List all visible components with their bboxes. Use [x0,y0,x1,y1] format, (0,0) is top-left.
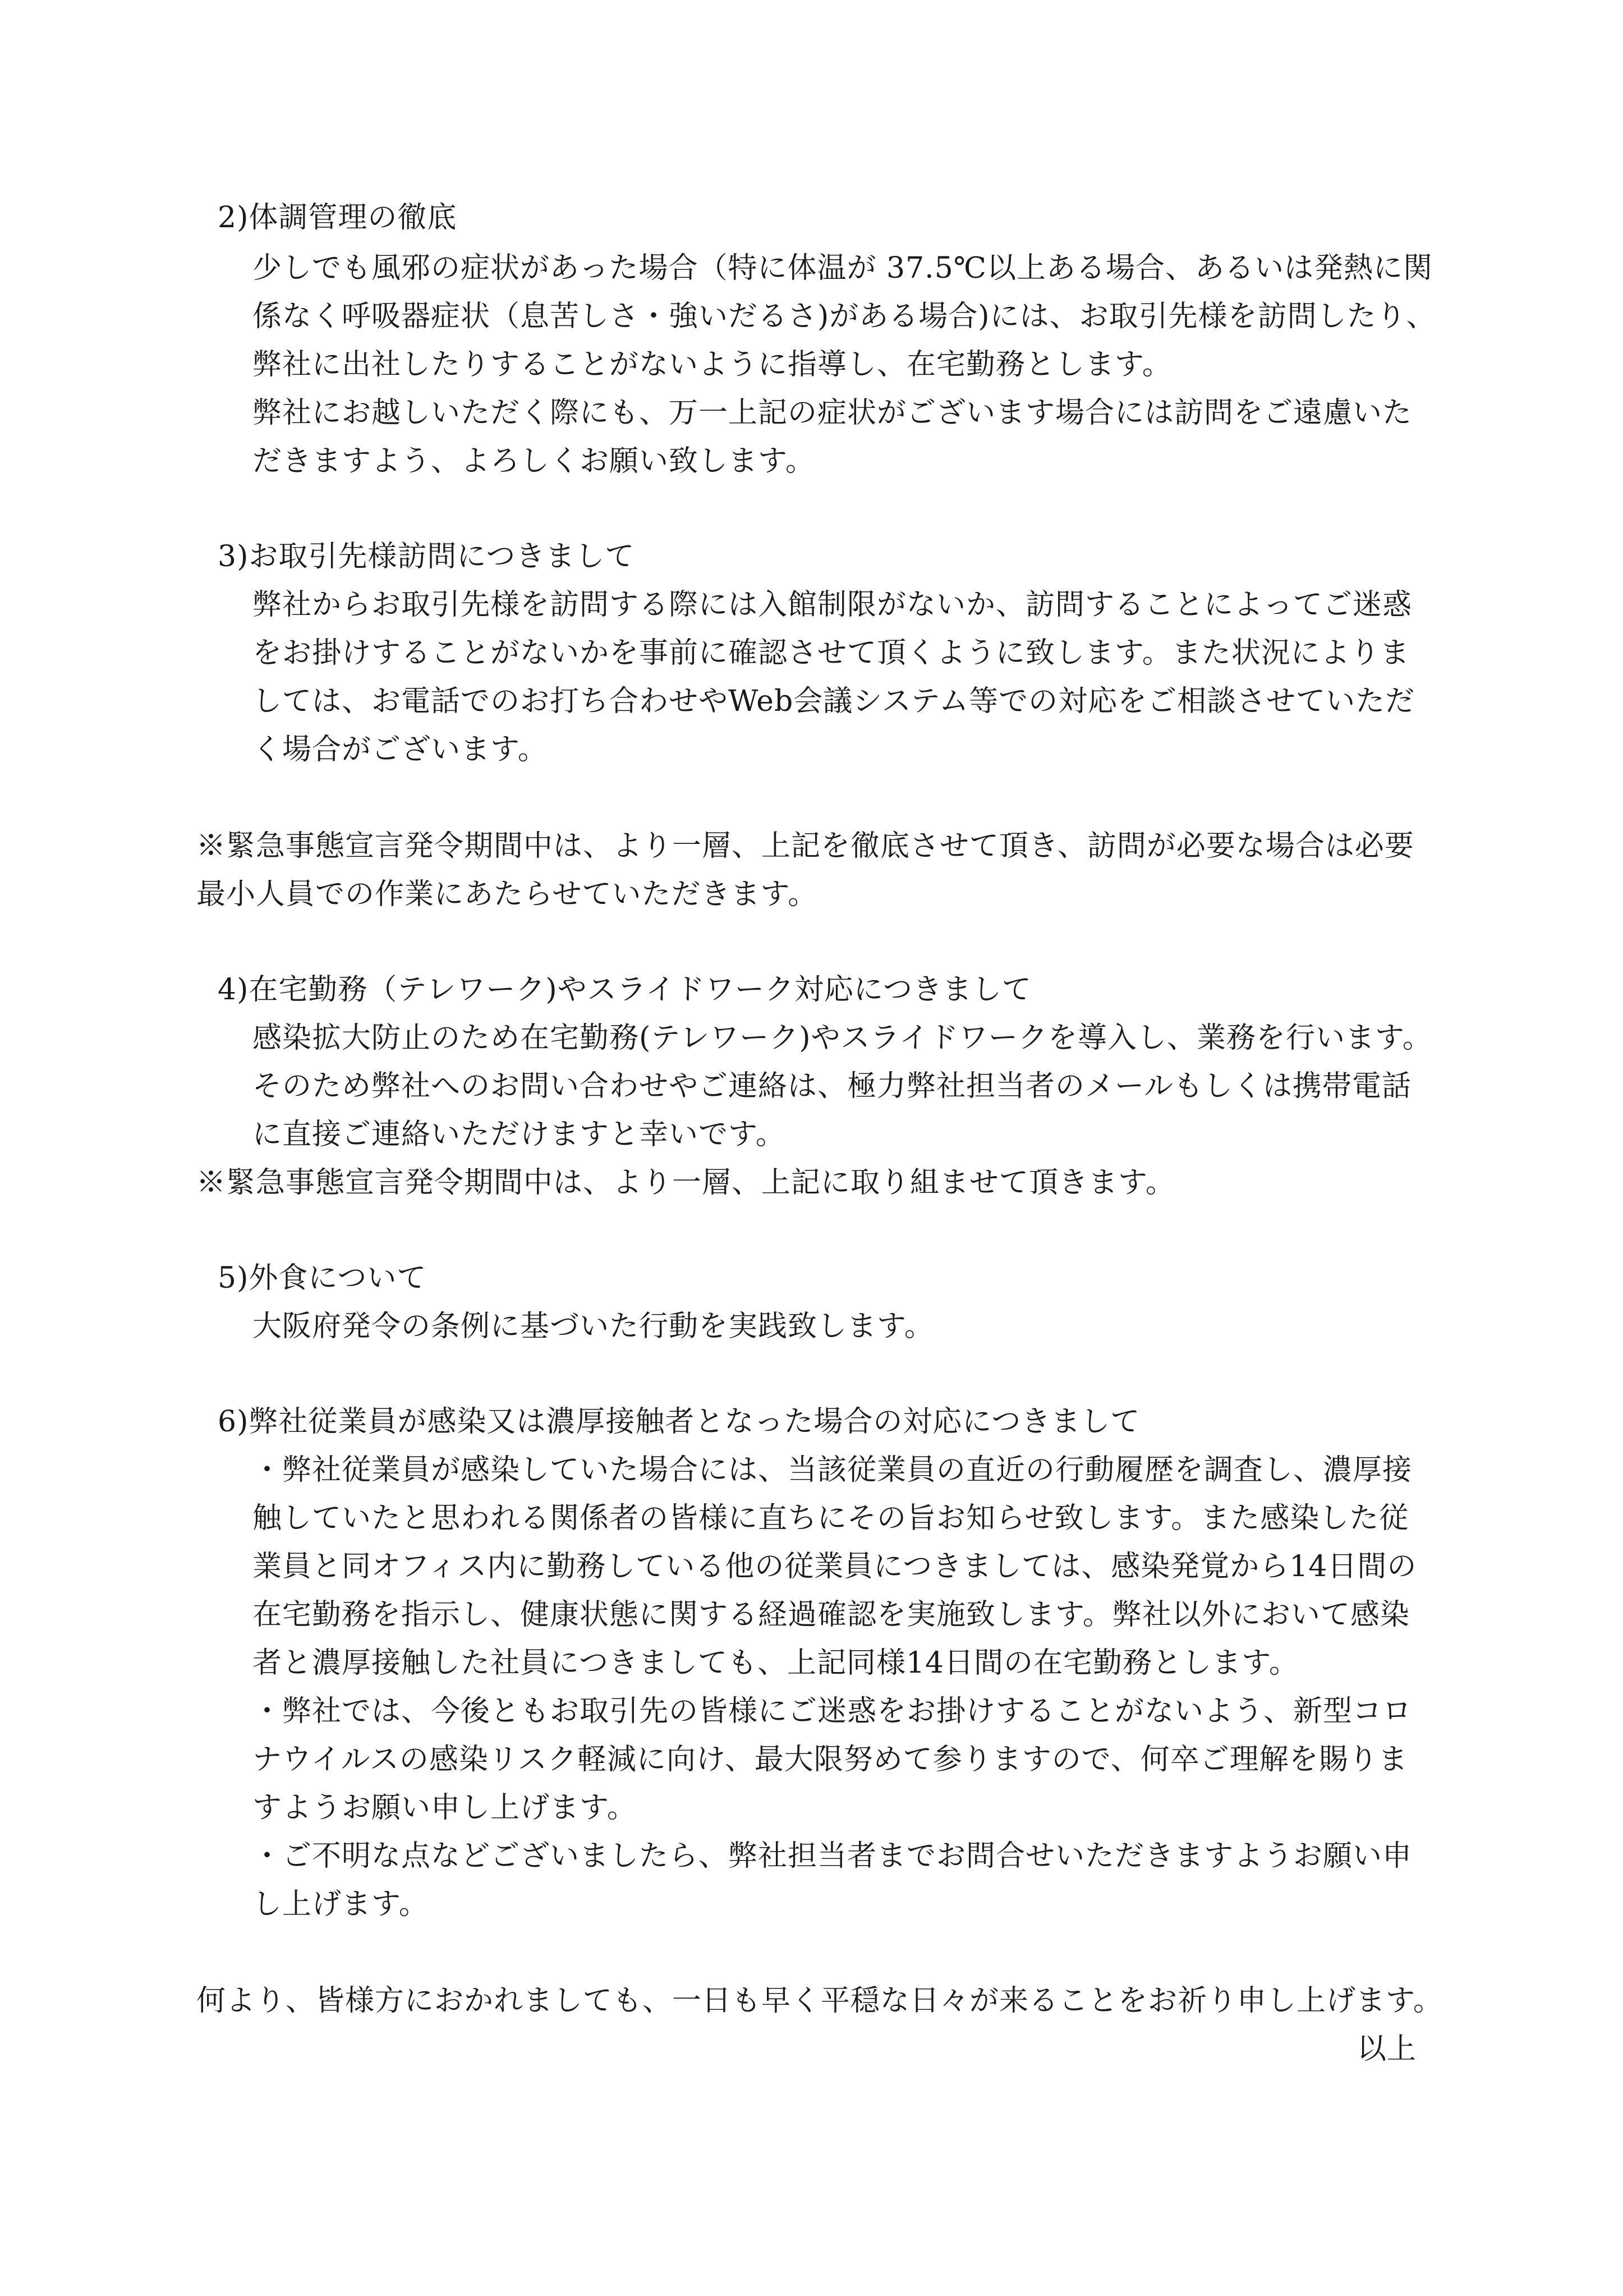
section-3-line-3: しては、お電話でのお打ち合わせやWeb会議システム等での対応をご相談させていただ [252,685,1415,718]
closing-message: 何より、皆様方におかれましても、一日も早く平穏な日々が来ることをお祈り申し上げます。 [196,1984,1443,2018]
section-6-line-2: 触していたと思われる関係者の皆様に直ちにその旨お知らせ致します。また感染した従 [252,1501,1409,1535]
section-3-line-4: く場合がございます。 [252,733,548,766]
section-heading-4: 4)在宅勤務（テレワーク)やスライドワーク対応につきまして [218,973,1032,1007]
section-6-line-6: ・弊社では、今後ともお取引先の皆様にご迷惑をお掛けすることがないよう、新型コロ [252,1695,1413,1728]
section-6-line-7: ナウイルスの感染リスク軽減に向け、最大限努めて参りますので、何卒ご理解を賜りま [252,1743,1408,1776]
section-4-line-3: に直接ご連絡いただけますと幸いです。 [252,1118,785,1151]
section-2-line-4: 弊社にお越しいただく際にも、万一上記の症状がございます場合には訪問をご遠慮いた [252,396,1413,430]
section-6-line-5: 者と濃厚接触した社員につきましても、上記同様14日間の在宅勤務とします。 [252,1646,1299,1680]
section-heading-3: 3)お取引先様訪問につきまして [218,540,635,573]
section-5-line-1: 大阪府発令の条例に基づいた行動を実践致します。 [252,1310,934,1343]
section-6-line-10: し上げます。 [252,1888,429,1921]
section-4-line-2: そのため弊社へのお問い合わせやご連絡は、極力弊社担当者のメールもしくは携帯電話 [252,1069,1411,1103]
section-6-line-8: すようお願い申し上げます。 [252,1791,637,1825]
section-6-line-3: 業員と同オフィス内に勤務している他の従業員につきましては、感染発覚から14日間の [252,1550,1417,1583]
emergency-note-2: ※緊急事態宣言発令期間中は、より一層、上記に取り組ませて頂きます。 [196,1166,1175,1200]
emergency-note-1-line-1: ※緊急事態宣言発令期間中は、より一層、上記を徹底させて頂き、訪問が必要な場合は必要 [196,829,1414,863]
section-4-line-1: 感染拡大防止のため在宅勤務(テレワーク)やスライドワークを導入し、業務を行います。 [252,1021,1432,1055]
section-heading-2: 2)体調管理の徹底 [218,201,457,235]
emergency-note-1-line-2: 最小人員での作業にあたらせていただきます。 [196,878,818,911]
section-heading-5: 5)外食について [218,1261,427,1295]
section-2-line-5: だきますよう、よろしくお願い致します。 [252,444,815,478]
section-2-line-2: 係なく呼吸器症状（息苦しさ・強いだるさ)がある場合)には、お取引先様を訪問したり、 [252,300,1436,333]
section-2-line-1: 少しでも風邪の症状があった場合（特に体温が 37.5℃以上ある場合、あるいは発熱に関 [252,251,1433,285]
section-6-line-9: ・ご不明な点などございましたら、弊社担当者までお問合せいただきますようお願い申 [252,1839,1413,1873]
section-6-line-4: 在宅勤務を指示し、健康状態に関する経過確認を実施致します。弊社以外において感染 [252,1598,1410,1632]
section-heading-6: 6)弊社従業員が感染又は濃厚接触者となった場合の対応につきまして [218,1405,1141,1439]
section-3-line-1: 弊社からお取引先様を訪問する際には入館制限がないか、訪問することによってご迷惑 [252,588,1413,622]
section-3-line-2: をお掛けすることがないかを事前に確認させて頂くように致します。また状況によりま [252,636,1410,670]
end-mark: 以上 [1357,2032,1417,2066]
section-2-line-3: 弊社に出社したりすることがないように指導し、在宅勤務とします。 [252,348,1172,382]
section-6-line-1: ・弊社従業員が感染していた場合には、当該従業員の直近の行動履歴を調査し、濃厚接 [252,1453,1413,1487]
